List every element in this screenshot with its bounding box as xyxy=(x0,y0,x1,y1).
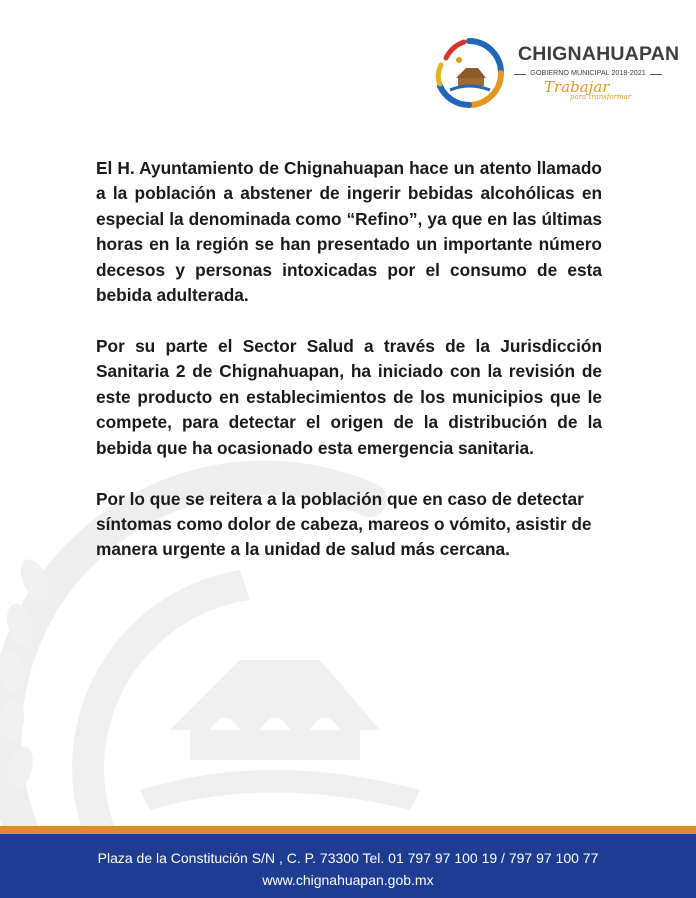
paragraph-1: El H. Ayuntamiento de Chignahuapan hace un atento llamado a la población a abstener de ingerir bebidas alcohólicas en especial la denominada como “Refino”, ya que en las últimas horas en la región se han presentado un importante número decesos y personas intoxicadas por el consumo de esta bebida adulterada. xyxy=(96,158,602,306)
footer-orange-stripe xyxy=(0,826,696,834)
footer-website-link[interactable]: www.chignahuapan.gob.mx xyxy=(262,872,434,888)
announcement-body xyxy=(96,156,602,588)
municipal-logo xyxy=(434,34,680,114)
subtitle-rule-right xyxy=(650,74,662,75)
paragraph-2: Por su parte el Sector Salud a través de la Jurisdicción Sanitaria 2 de Chignahuapan, ha iniciado con la revisión de este producto en establecimientos de los municipios que le compete, para detectar el origen de la distribución de la bebida que ha ocasionado esta emergencia sanitaria. xyxy=(96,336,602,458)
slogan-sub: para transformar xyxy=(570,93,632,101)
footer-address: Plaza de la Constitución S/N , C. P. 73300 Tel. 01 797 97 100 19 / 797 97 100 77 xyxy=(97,850,599,866)
brand-subtitle-text: GOBIERNO MUNICIPAL 2018-2021 xyxy=(530,68,646,77)
slogan-main: Trabajar xyxy=(544,78,610,96)
footer-bar xyxy=(0,834,696,898)
brand-title: CHIGNAHUAPAN xyxy=(518,43,680,65)
chignahuapan-emblem-icon xyxy=(434,38,504,108)
paragraph-3: Por lo que se reitera a la población que en caso de detectar síntomas como dolor de cabeza, mareos o vómito, asistir de manera urgente a la unidad de salud más cercana. xyxy=(96,488,592,560)
